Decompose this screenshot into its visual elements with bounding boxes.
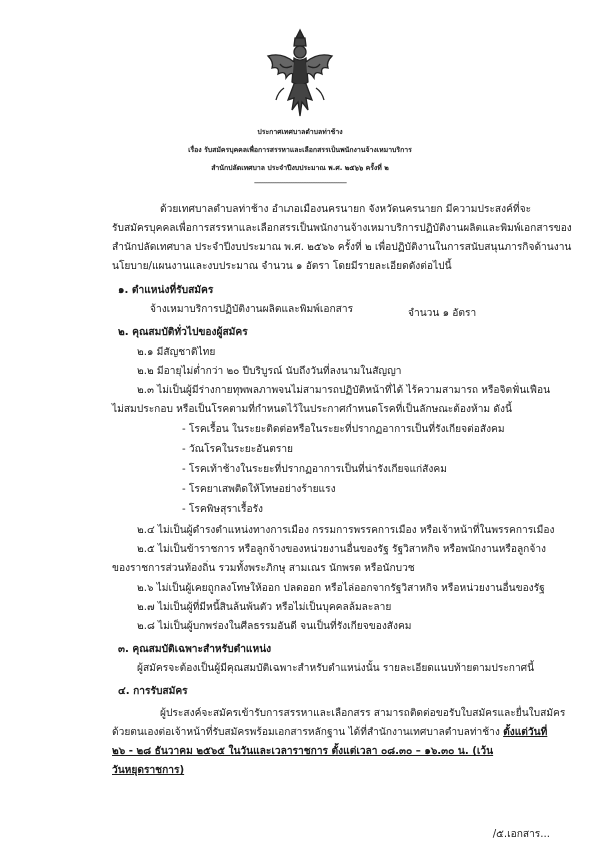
disease-item-2: - วัณโรคในระยะอันตราย [182,444,294,455]
disease-item-1: - โรคเรื้อน ในระยะติดต่อหรือในระยะที่ปรากฏอาการเป็นที่รังเกียจต่อสังคม [182,424,505,435]
specific-qualification-text: ผู้สมัครจะต้องเป็นผู้มีคุณสมบัติเฉพาะสำหรับตำแหน่งนั้น รายละเอียดแนบท้ายตามประกาศนี้ [137,663,535,674]
section-4-heading: ๔. การรับสมัคร [118,686,188,697]
section-2-heading: ๒. คุณสมบัติทั่วไปของผู้สมัคร [118,327,248,338]
position-name: จ้างเหมาบริการปฏิบัติงานผลิตและพิมพ์เอกสาร [150,304,354,315]
qualification-2-2: ๒.๒ มีอายุไม่ต่ำกว่า ๒๐ ปีบริบูรณ์ นับถึงวันที่ลงนามในสัญญา [137,366,402,377]
intro-line-3: สำนักปลัดเทศบาล ประจำปีงบประมาณ พ.ศ. ๒๕๖๖ ครั้งที่ ๒ เพื่อปฏิบัติงานในการสนับสนุนภารกิจด้านงาน [112,242,572,253]
position-quantity: จำนวน ๑ อัตรา [408,308,477,319]
announcement-subject: เรื่อง รับสมัครบุคคลเพื่อการสรรหาและเลือกสรรเป็นพนักงานจ้างเหมาบริการ [188,146,412,154]
application-line-2 [112,726,547,740]
application-period-note: วันหยุดราชการ) [112,765,185,776]
intro-line-1: ด้วยเทศบาลตำบลท่าช้าง อำเภอเมืองนครนายก จังหวัดนครนายก มีความประสงค์ที่จะ [160,204,532,215]
qualification-2-4: ๒.๔ ไม่เป็นผู้ดำรงตำแหน่งทางการเมือง กรรมการพรรคการเมือง หรือเจ้าหน้าที่ในพรรคการเมือง [137,525,555,536]
qualification-2-3-line-1: ๒.๓ ไม่เป็นผู้มีร่างกายทุพพลภาพจนไม่สามารถปฏิบัติหน้าที่ได้ ไร้ความสามารถ หรือจิตฟั่นเฟือน [137,385,551,396]
disease-item-3: - โรคเท้าช้างในระยะที่ปรากฏอาการเป็นที่น่ารังเกียจแก่สังคม [182,464,447,475]
application-line-1: ผู้ประสงค์จะสมัครเข้ารับการสรรหาและเลือกสรร สามารถติดต่อขอรับใบสมัครและยื่นใบสมัคร [160,708,566,719]
intro-line-4: นโยบาย/แผนงานและงบประมาณ จำนวน ๑ อัตรา โดยมีรายละเอียดดังต่อไปนี้ [112,261,452,272]
section-1-heading: ๑. ตำแหน่งที่รับสมัคร [118,285,214,296]
qualification-2-5-line-1: ๒.๕ ไม่เป็นข้าราชการ หรือลูกจ้างของหน่วยงานอื่นของรัฐ รัฐวิสาหกิจ หรือพนักงานหรือลูกจ้าง [137,544,547,555]
qualification-2-1: ๒.๑ มีสัญชาติไทย [137,347,216,358]
title-separator: ----------------------------------------- [253,178,347,188]
qualification-2-5-line-2: ของราชการส่วนท้องถิ่น รวมทั้งพระภิกษุ สามเณร นักพรต หรือนักบวช [112,563,415,574]
application-line-2-text: ด้วยตนเองต่อเจ้าหน้าที่รับสมัครพร้อมเอกสารหลักฐาน ได้ที่สำนักงานเทศบาลตำบลท่าช้าง [112,727,504,738]
next-page-reference: /๕.เอกสาร... [492,829,550,840]
application-period: ๒๖ - ๒๘ ธันวาคม ๒๕๖๕ ในวันและเวลาราชการ ตั้งแต่เวลา ๐๘.๓๐ – ๑๖.๓๐ น. (เว้น [112,746,494,757]
qualification-2-3-line-2: ไม่สมประกอบ หรือเป็นโรคตามที่กำหนดไว้ในประกาศกำหนดโรคที่เป็นลักษณะต้องห้าม ดังนี้ [112,404,512,415]
qualification-2-8: ๒.๘ ไม่เป็นผู้บกพร่องในศีลธรรมอันดี จนเป็นที่รังเกียจของสังคม [137,621,412,632]
qualification-2-6: ๒.๖ ไม่เป็นผู้เคยถูกลงโทษให้ออก ปลดออก หรือไล่ออกจากรัฐวิสาหกิจ หรือหน่วยงานอื่นของรัฐ [137,583,545,594]
qualification-2-7: ๒.๗ ไม่เป็นผู้ที่มีหนี้สินล้นพ้นตัว หรือไม่เป็นบุคคลล้มละลาย [137,602,392,613]
disease-item-5: - โรคพิษสุราเรื้อรัง [182,504,264,515]
disease-item-4: - โรคยาเสพติดให้โทษอย่างร้ายแรง [182,484,336,495]
section-3-heading: ๓. คุณสมบัติเฉพาะสำหรับตำแหน่ง [118,644,272,655]
announcement-department: สำนักปลัดเทศบาล ประจำปีงบประมาณ พ.ศ. ๒๕๖๖ ครั้งที่ ๒ [211,164,389,172]
intro-line-2: รับสมัครบุคคลเพื่อการสรรหาและเลือกสรรเป็นพนักงานจ้างเหมาบริการปฏิบัติงานผลิตและพิมพ์เอกสารของ [112,223,572,234]
garuda-emblem-icon [262,26,338,122]
announcement-title: ประกาศเทศบาลตำบลท่าช้าง [257,128,343,136]
application-start-date-label: ตั้งแต่วันที่ [503,727,548,738]
